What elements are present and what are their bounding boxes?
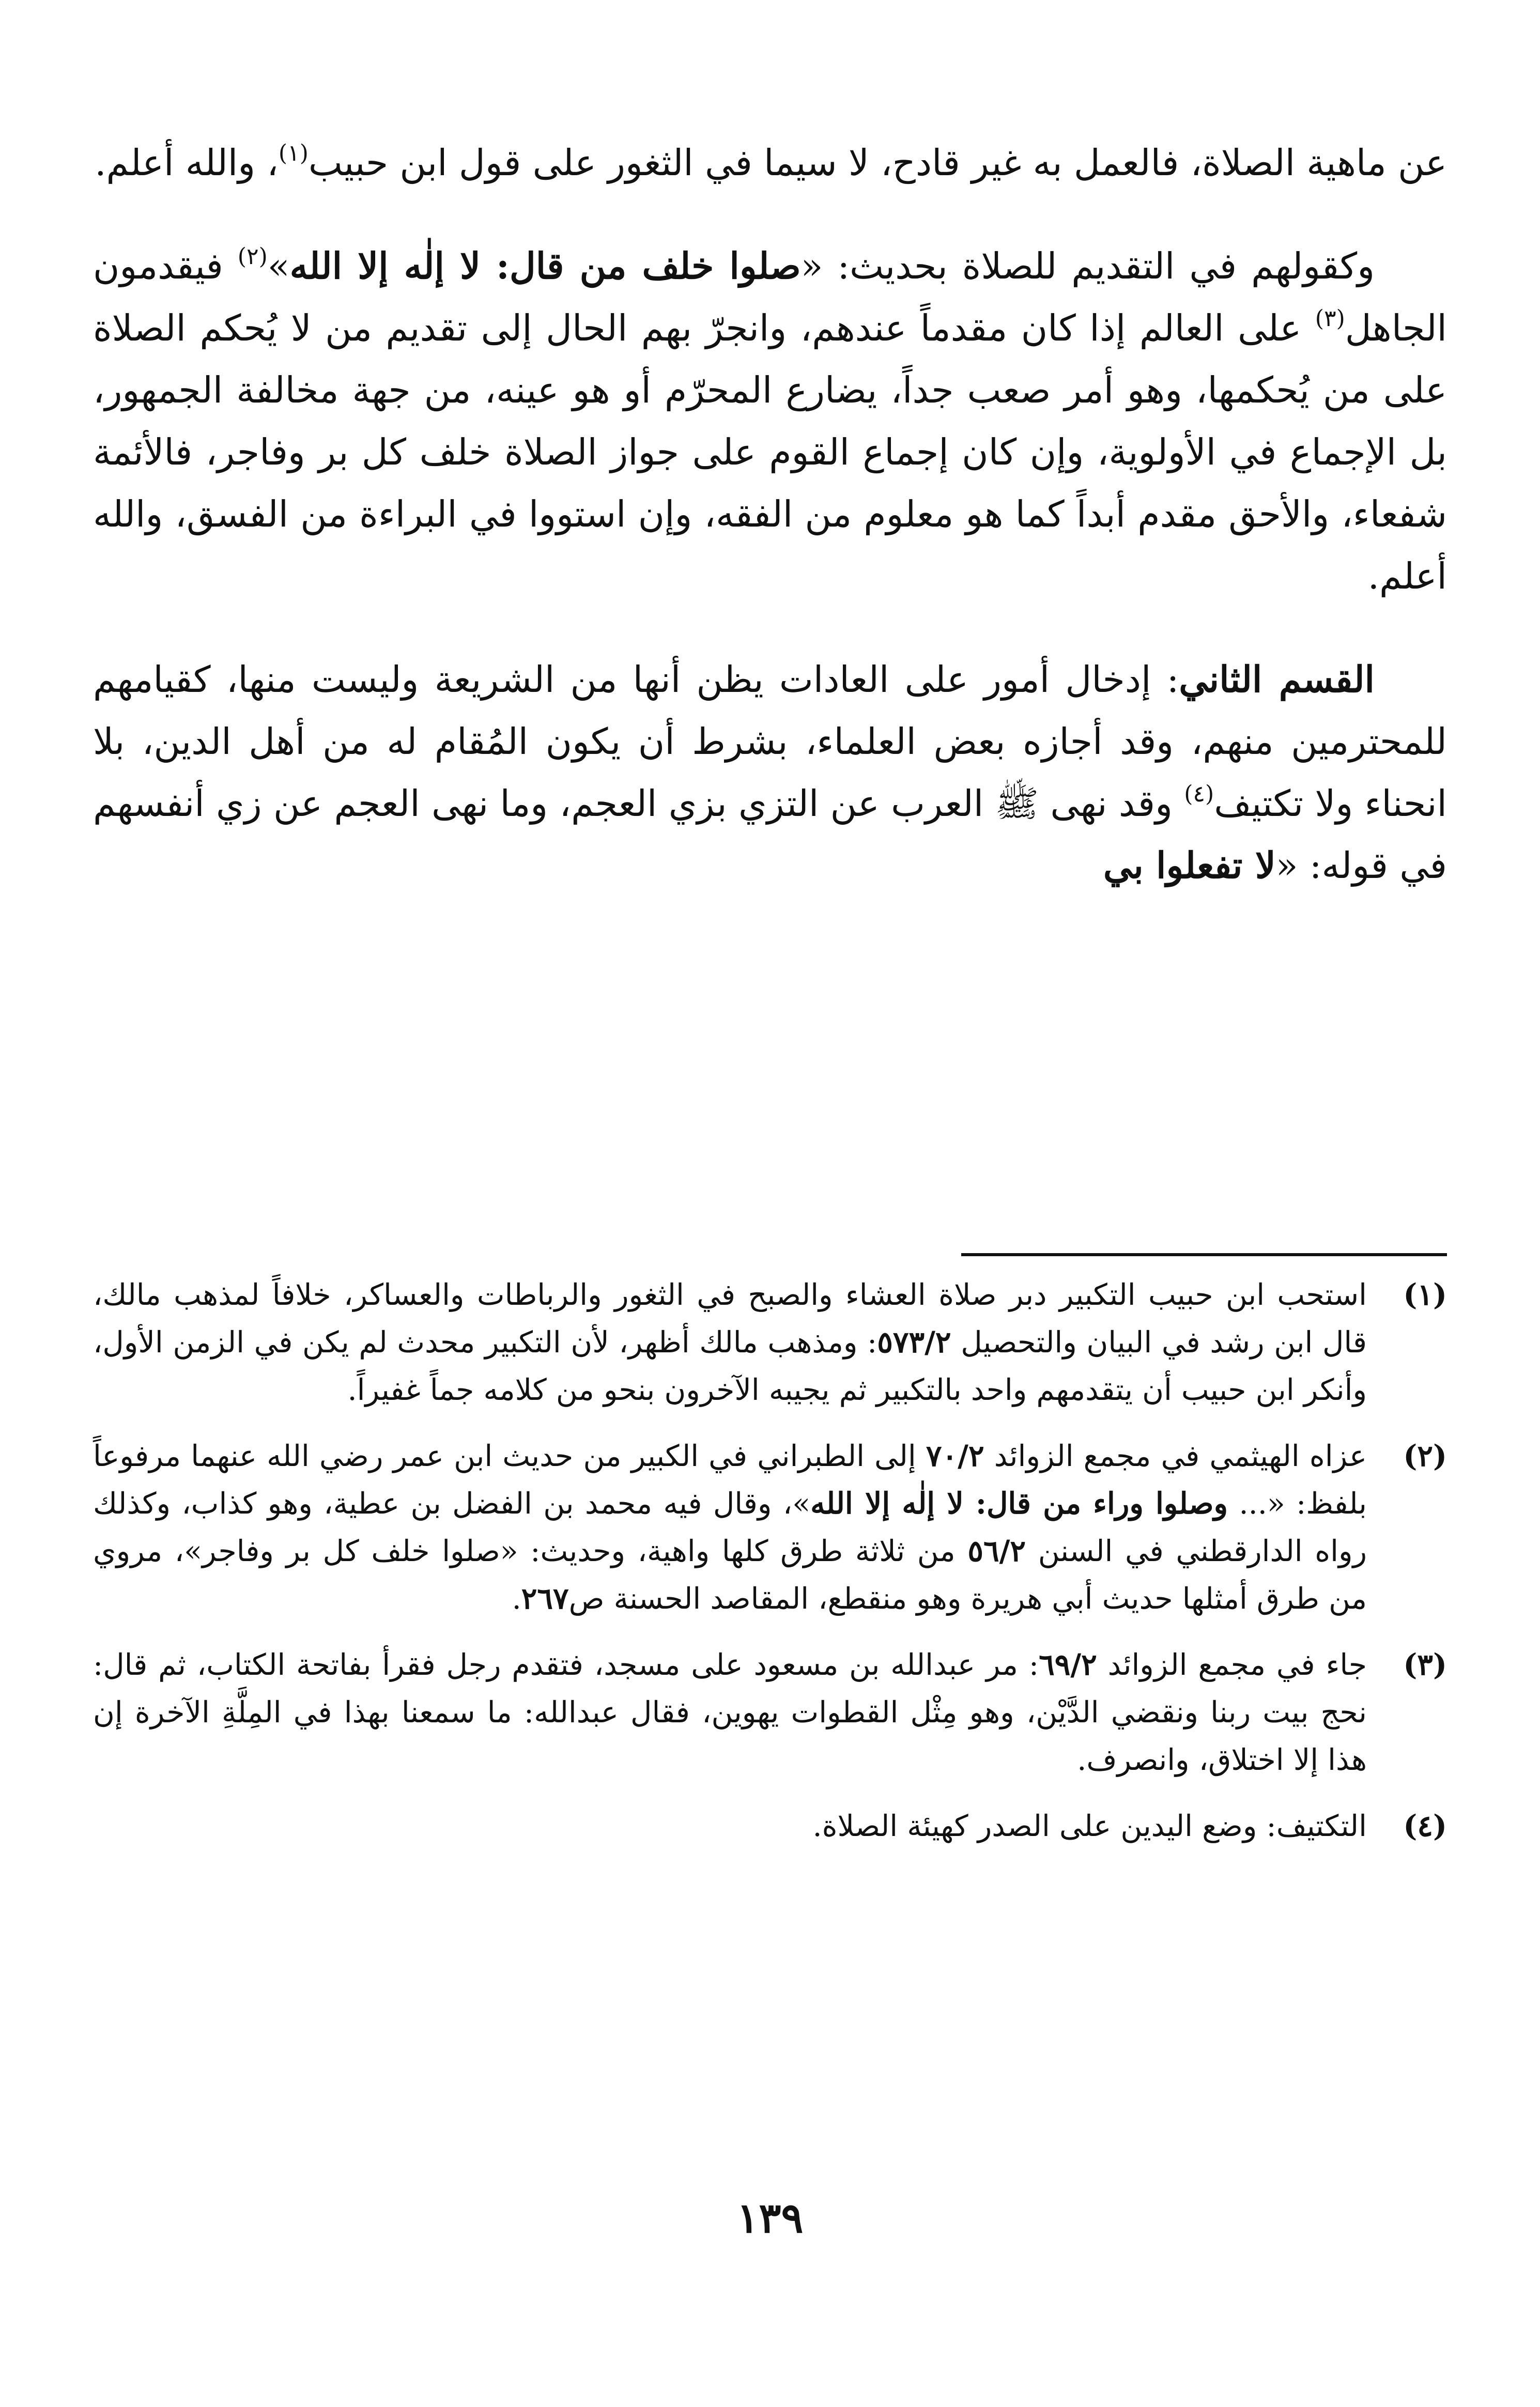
footnote-ref-3: (٣) [1315,305,1345,332]
text-span: وكقولهم في التقديم للصلاة بحديث: « [800,245,1375,287]
citation-ref: ٢٦٧ [521,1581,569,1616]
page-number: ١٣٩ [736,2194,804,2242]
citation-ref: ٦٩/٢ [1039,1647,1097,1682]
footnote-number: (٢) [1403,1439,1447,1473]
text-span: وقد نهى ﷺ العرب عن التزي بزي العجم، وما نهى العجم عن زي أنفسهم في قوله: « [93,782,1447,887]
citation-ref: ٥٦/٢ [967,1534,1026,1568]
text-span: استحب ابن حبيب التكبير دبر صلاة العشاء والصبح في الثغور والرباطات والعساكر، خلافاً لمذهب مالك، قال ابن رشد في البيان والتحصيل [93,1278,1367,1360]
text-span: ، والله أعلم. [95,142,279,184]
text-span: . [512,1582,521,1616]
text-span: : مر عبدالله بن مسعود على مسجد، فتقدم رجل فقرأ بفاتحة الكتاب، ثم قال: نحج بيت ربنا ونقضي الدَّيْن، وهو مِثْل القطوات يهوين، فقال عبدالله: ما سمعنا بهذا في المِلَّةِ الآخرة إن هذا إلا اختلاق، وانصرف. [93,1648,1367,1777]
text-span: التكتيف: وضع اليدين على الصدر كهيئة الصلاة. [812,1809,1367,1843]
text-span: جاء في مجمع الزوائد [1097,1648,1367,1682]
paragraph-1 [93,132,1447,194]
footnote-ref-4: (٤) [1184,781,1214,807]
hadith-quote: صلوا خلف من قال: لا إلٰه إلا الله [289,244,801,287]
footnote-number: (٤) [1403,1809,1447,1843]
text-span: : ومذهب مالك أظهر، لأن التكبير محدث لم يكن في الزمن الأول، وأنكر ابن حبيب أن يتقدمهم واحد بالتكبير ثم يجيبه الآخرون بنحو من كلامه جماً غفيراً. [93,1325,1367,1407]
footnote-separator [961,1253,1447,1256]
footnote-3 [93,1641,1447,1784]
text-span: : إدخال أمور على العادات يظن أنها من الشريعة وليست منها، كقيامهم للمحترمين منهم، وقد أجازه بعض العلماء، بشرط أن يكون المُقام له من أهل الدين، بلا انحناء ولا تكتيف [93,658,1447,825]
text-span: » [267,245,290,287]
hadith-quote: وصلوا وراء من قال: لا إلٰه إلا الله [810,1486,1228,1521]
citation-ref: ٥٧٣/٢ [877,1325,951,1360]
footnote-number: (١) [1403,1277,1447,1312]
citation-ref: ٧٠/٢ [926,1439,984,1473]
hadith-quote: لا تفعلوا بي [1103,844,1276,887]
text-span: فيقدمون الجاهل [93,245,1447,349]
footnote-ref-1: (١) [278,140,309,166]
text-span: إلى الطبراني في الكبير من حديث ابن عمر رضي الله عنهما مرفوعاً بلفظ: «... [93,1439,1367,1521]
paragraph-3 [93,649,1447,897]
text-span: من ثلاثة طرق كلها واهية، وحديث: «صلوا خلف كل بر وفاجر»، مروي من طرق أمثلها حديث أبي هريرة وهو منقطع، المقاصد الحسنة ص [93,1534,1367,1616]
footnote-number: (٣) [1403,1647,1447,1682]
footnote-4 [93,1802,1447,1850]
footnote-ref-2: (٢) [237,243,268,270]
footnote-2 [93,1432,1447,1623]
main-text [93,132,1447,897]
footnotes [93,1271,1447,1869]
footnote-1 [93,1271,1447,1414]
text-span: عزاه الهيثمي في مجمع الزوائد [984,1439,1367,1473]
text-span: »، وقال فيه محمد بن الفضل بن عطية، وهو كذاب، وكذلك رواه الدارقطني في السنن [93,1487,1367,1568]
section-heading: القسم الثاني [1179,658,1375,701]
text-span: عن ماهية الصلاة، فالعمل به غير قادح، لا سيما في الثغور على قول ابن حبيب [308,142,1447,184]
text-span: على العالم إذا كان مقدماً عندهم، وانجرّ بهم الحال إلى تقديم من لا يُحكم الصلاة على من يُحكمها، وهو أمر صعب جداً، يضارع المحرّم أو هو عينه، من جهة مخالفة الجمهور، بل الإجماع في الأولوية، وإن كان إجماع القوم على جواز الصلاة خلف كل بر وفاجر، فالأئمة شفعاء، والأحق مقدم أبداً كما هو معلوم من الفقه، وإن استووا في البراءة من الفسق، والله أعلم. [93,307,1447,597]
paragraph-2 [93,235,1447,607]
